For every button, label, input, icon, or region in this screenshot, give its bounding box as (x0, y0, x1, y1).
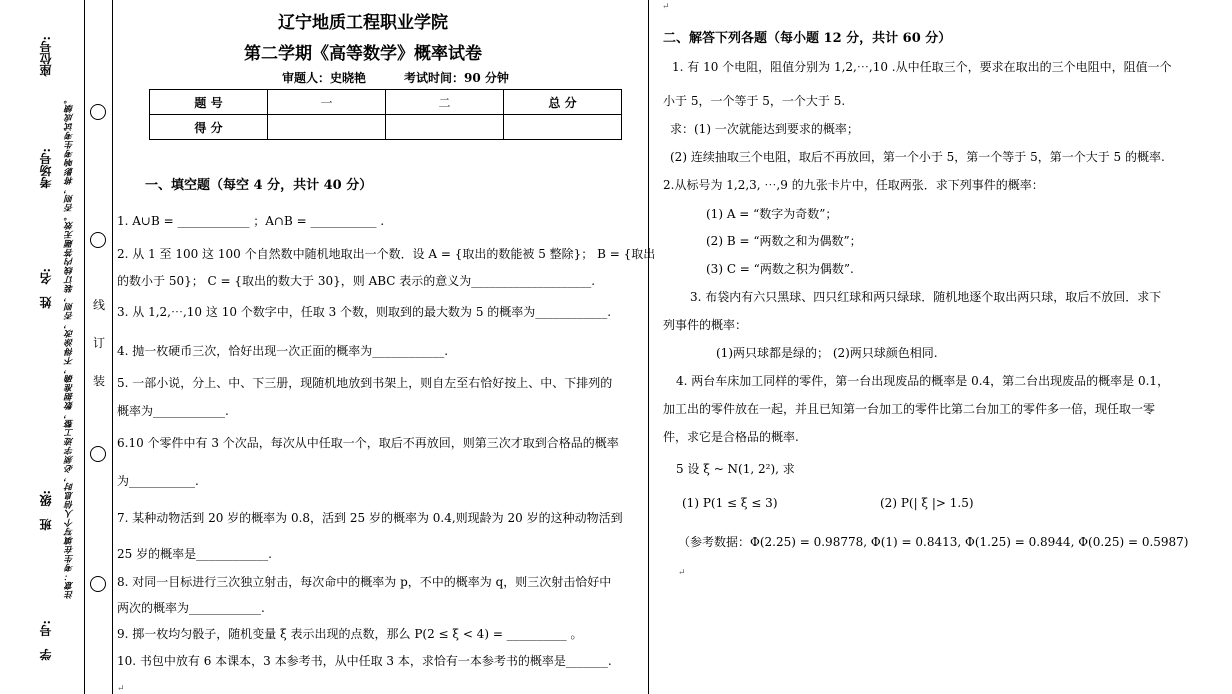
problem-4-line1: 4. 两台车床加工同样的零件，第一台出现废品的概率是 0.4，第二台出现废品的概率是 0.1， (676, 374, 1170, 388)
margin-line-inner (112, 0, 113, 694)
question-1: 1. A∪B = ____________ ；A∩B = ___________ . (117, 214, 385, 228)
reviewer: 审题人：史晓艳 (282, 71, 367, 85)
section2-heading: 二、解答下列各题（每小题 12 分，共计 60 分） (663, 31, 952, 46)
page-divider (648, 0, 649, 694)
problem-2-item3: (3) C = “两数之积为偶数”. (706, 262, 854, 276)
score-table (149, 89, 622, 140)
paragraph-mark: ↵ (662, 2, 670, 12)
question-9: 9. 掷一枚均匀骰子，随机变量 ξ 表示出现的点数，那么 P(2 ≤ ξ < 4) = __________ 。 (117, 627, 583, 641)
score-cell: 总 分 (504, 90, 622, 115)
binding-hole (90, 576, 106, 592)
problem-5-reference: （参考数据：Φ(2.25) = 0.98778, Φ(1) = 0.8413, Φ(1.25) = 0.8944, Φ(0.25) = 0.5987) (678, 535, 1189, 549)
exam-title: 第二学期《高等数学》概率试卷 (244, 44, 482, 64)
problem-5-part2: (2) P(| ξ |> 1.5) (880, 496, 974, 510)
question-2-line1: 2. 从 1 至 100 这 100 个自然数中随机地取出一个数．设 A = {取出的数能被 5 整除}； B = {取出 (117, 247, 656, 261)
margin-line-outer (84, 0, 85, 694)
binding-hole (90, 104, 106, 120)
problem-1-line4: (2) 连续抽取三个电阻，取后不再放回，第一个小于 5，第一个等于 5，第一个大于 5 的概率. (670, 150, 1165, 164)
paragraph-mark: ↵ (678, 568, 686, 578)
question-5-line1: 5. 一部小说，分上、中、下三册，现随机地放到书架上，则自左至右恰好按上、中、下排列的 (117, 376, 613, 390)
question-7-line2: 25 岁的概率是____________. (117, 547, 272, 561)
question-8-line2: 两次的概率为____________. (117, 601, 265, 615)
problem-5-line1: 5 设 ξ ~ N(1, 2²), 求 (676, 462, 795, 476)
problem-4-line2: 加工出的零件放在一起，并且已知第一台加工的零件比第二台加工的零件多一倍，现任取一零 (663, 402, 1156, 416)
question-2-line2: 的数小于 50}； C = {取出的数大于 30}，则 ABC 表示的意义为____________________. (117, 274, 596, 288)
question-5-line2: 概率为____________. (117, 404, 229, 418)
problem-2-line1: 2.从标号为 1,2,3, ⋯,9 的九张卡片中，任取两张．求下列事件的概率： (663, 178, 1044, 192)
question-6-line2: 为___________. (117, 474, 199, 488)
seal-char: 订 (93, 336, 106, 350)
score-cell (268, 115, 386, 140)
student-id-label: 学 号: (39, 620, 53, 661)
question-3: 3. 从 1,2,⋯,10 这 10 个数字中，任取 3 个数，则取到的最大数为 5 的概率为____________. (117, 305, 612, 319)
question-4: 4. 抛一枚硬币三次，恰好出现一次正面的概率为____________. (117, 344, 449, 358)
score-cell: 二 (386, 90, 504, 115)
school-name: 辽宁地质工程职业学院 (278, 13, 448, 33)
score-table-score-row (150, 115, 622, 140)
section1-heading: 一、填空题（每空 4 分，共计 40 分） (145, 178, 373, 193)
problem-3-line1: 3. 布袋内有六只黑球、四只红球和两只绿球．随机地逐个取出两只球，取后不放回．求下 (690, 290, 1162, 304)
binding-hole (90, 446, 106, 462)
problem-1-line1: 1. 有 10 个电阻，阻值分别为 1,2,⋯,10 .从中任取三个，要求在取出的三个电阻中，阻值一个 (672, 60, 1172, 74)
problem-3-line3: (1)两只球都是绿的； (2)两只球颜色相同. (716, 346, 938, 360)
problem-4-line3: 件，求它是合格品的概率. (663, 430, 799, 444)
seat-label: 座位号: (39, 36, 53, 77)
class-label: 班 级: (39, 490, 53, 531)
name-label: 姓 名: (39, 268, 53, 309)
problem-1-line2: 小于 5，一个等于 5，一个大于 5. (663, 94, 846, 108)
paragraph-mark: ↵ (117, 684, 125, 694)
seal-char: 装 (93, 374, 106, 388)
score-cell: 一 (268, 90, 386, 115)
room-label: 考场号: (39, 148, 53, 189)
score-table-header-row (150, 90, 622, 115)
question-8-line1: 8. 对同一目标进行三次独立射击，每次命中的概率为 p，不中的概率为 q，则三次射击恰好中 (117, 575, 612, 589)
exam-notice: 注意：考生在填写个人信息时，必须字迹工整，数据准确，不得涂改，否则，装订线内答题无效。否则，将影响考生考试成绩。 (65, 95, 75, 599)
problem-2-item2: (2) B = “两数之和为偶数”； (706, 234, 862, 248)
score-cell (386, 115, 504, 140)
question-6-line1: 6.10 个零件中有 3 个次品，每次从中任取一个，取后不再放回，则第三次才取到合格品的概率 (117, 436, 619, 450)
score-cell: 题 号 (150, 90, 268, 115)
problem-3-line2: 列事件的概率： (663, 318, 748, 332)
problem-5-part1: (1) P(1 ≤ ξ ≤ 3) (682, 496, 778, 510)
score-cell: 得 分 (150, 115, 268, 140)
question-10: 10. 书包中放有 6 本课本，3 本参考书，从中任取 3 本，求恰有一本参考书的概率是_______. (117, 654, 612, 668)
question-7-line1: 7. 某种动物活到 20 岁的概率为 0.8，活到 25 岁的概率为 0.4,则现龄为 20 岁的这种动物活到 (117, 511, 623, 525)
problem-2-item1: (1) A = “数字为奇数”； (706, 207, 838, 221)
seal-char: 线 (93, 298, 106, 312)
problem-1-line3: 求：(1) 一次就能达到要求的概率； (670, 122, 859, 136)
score-cell (504, 115, 622, 140)
exam-time: 考试时间：90 分钟 (404, 71, 509, 85)
binding-hole (90, 232, 106, 248)
